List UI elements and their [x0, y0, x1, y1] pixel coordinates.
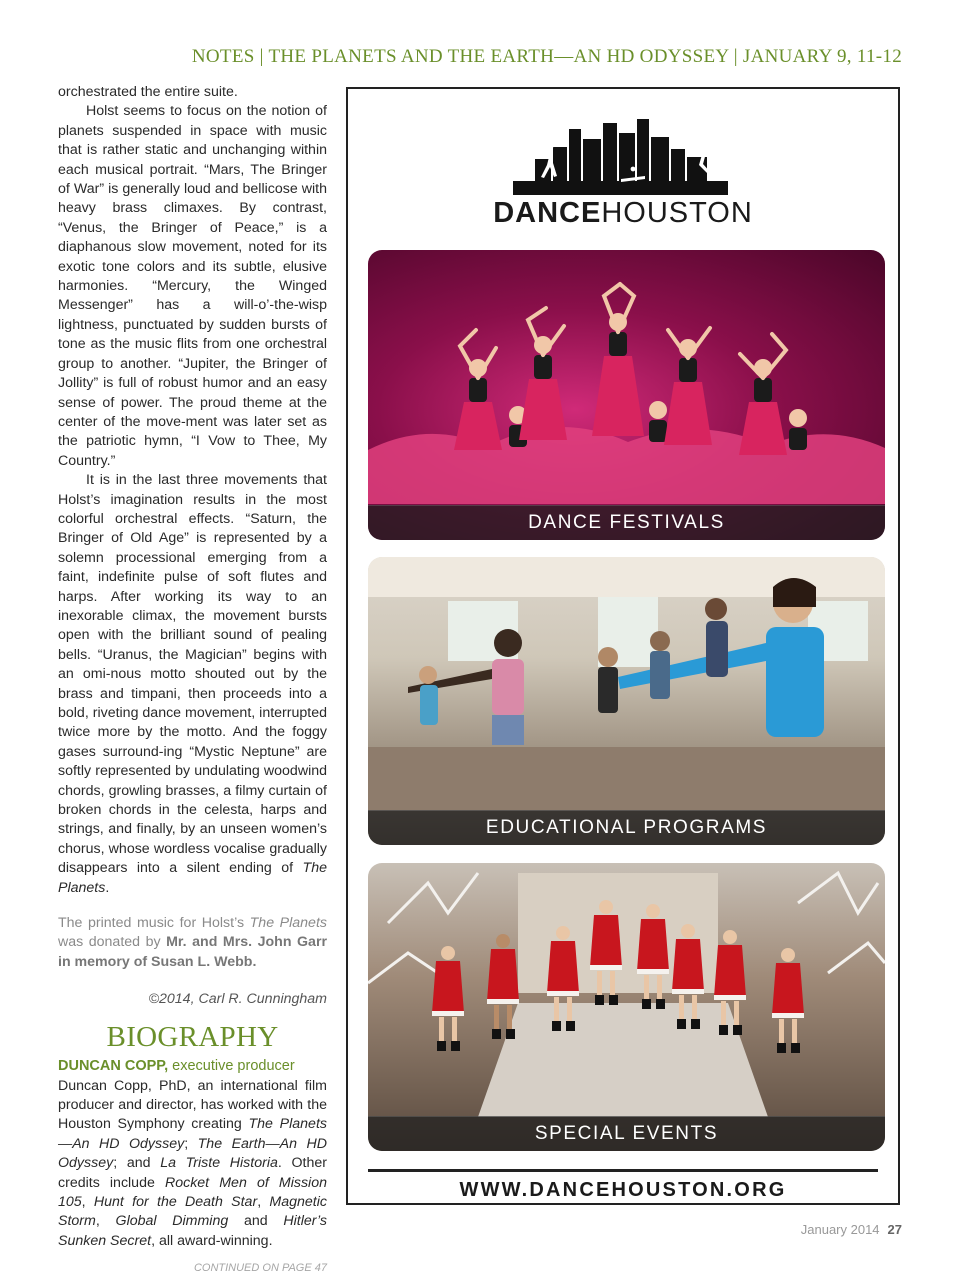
donor-credit — [58, 914, 327, 972]
panel-label: SPECIAL EVENTS — [368, 1116, 885, 1151]
copyright-line: ©2014, Carl R. Cunningham — [148, 991, 327, 1008]
article-column — [58, 83, 327, 1279]
work-title: The Planets — [58, 860, 327, 896]
page-footer — [801, 1222, 902, 1237]
bio-name: DUNCAN COPP, — [58, 1058, 169, 1075]
panel-label: EDUCATIONAL PROGRAMS — [368, 810, 885, 845]
article-text: . — [105, 879, 110, 896]
credit-text: was donated by — [58, 934, 167, 951]
bio-text: , all award-winning. — [151, 1232, 273, 1249]
bio-text: . Other credits include — [58, 1155, 327, 1191]
work-title: Hitler’s Sunken Secret — [58, 1213, 328, 1249]
bio-text: , — [81, 1193, 94, 1210]
work-title: Global Dimming — [115, 1213, 229, 1230]
bio-text: and — [228, 1213, 284, 1230]
ad-divider — [368, 1169, 878, 1172]
bio-role: executive producer — [168, 1058, 295, 1075]
credit-text: The printed music for Holst’s — [58, 915, 250, 932]
work-title: The Earth—An HD Odyssey — [58, 1135, 328, 1172]
special-events-photo — [368, 863, 885, 1151]
dance-houston-logo — [488, 119, 758, 269]
work-title: Hunt for the Death Star — [93, 1193, 258, 1210]
skyline-dancers-icon — [513, 119, 728, 195]
article-paragraph: orchestrated the entire suite. — [58, 84, 238, 100]
article-paragraph — [58, 471, 327, 898]
bio-paragraph — [58, 1077, 327, 1252]
logo-wordmark — [488, 197, 758, 230]
work-title: The Planets—An HD Odyssey — [58, 1116, 327, 1152]
logo-word-dance: DANCE — [493, 197, 602, 229]
work-title: The Planets — [249, 915, 327, 932]
running-head: NOTES | THE PLANETS AND THE EARTH—AN HD ODYSSEY | JANUARY 9, 11-12 — [191, 46, 902, 67]
dancers-illustration — [368, 250, 885, 504]
work-title: Rocket Men of Mission 105 — [58, 1174, 327, 1210]
article-paragraph: Holst seems to focus on the notion of planets suspended in space with music that is rather static and unchanging within each musical portrait. “Mars, The Bringer of War” is generally loud and bellicose with heavy brass climaxes. By contrast, “Venus, the Bringer of Peace,” is a diaphanous slow movement, noted for its exotic tone colors and its subtle, elusive harmonies. “Mercury, the Winged Messenger” has a will-o’-the-wisp lightness, punctuated by sudden bursts of tone as the music flits from one orchestral group to another. “Jupiter, the Bringer of Jollity” is full of robust humor and an easy sense of power. The proud theme at the center of the move-ment was later set as the patriotic hymn, “I Vow to Thee, My Country.” — [58, 103, 327, 469]
dance-festivals-photo — [368, 250, 885, 540]
bio-text: , — [257, 1193, 270, 1210]
page-number: 27 — [887, 1222, 902, 1237]
bio-text: ; — [184, 1135, 198, 1152]
donor-name: Mr. and Mrs. John Garr in memory of Susan L. Webb. — [58, 934, 327, 970]
work-title: Magnetic Storm — [58, 1193, 327, 1230]
issue-date: January 2014 — [800, 1222, 880, 1237]
performers-illustration — [368, 863, 885, 1117]
continued-note: CONTINUED ON PAGE 47 — [193, 1262, 327, 1275]
panel-label: DANCE FESTIVALS — [368, 505, 885, 540]
educational-programs-photo — [368, 557, 885, 845]
bio-text: ; and — [113, 1155, 161, 1172]
logo-word-houston: HOUSTON — [601, 197, 753, 229]
bio-name-line — [58, 1057, 327, 1076]
dance-houston-url[interactable]: WWW.DANCEHOUSTON.ORG — [459, 1179, 787, 1201]
article-text: It is in the last three movements that Holst’s imagination results in the most colorful orchestral effects. “Saturn, the Bringer of Old Age” is represented by a solemn processional emerging from a faint, indefinite pulse of soft flutes and harps. After working its way to an inexorable climax, the movement bursts open with the brilliant sound of pealing bells. “Uranus, the Magician” begins with an omi-nous motto shouted out by the brass and timpani, then proceeds into a bold, riveting dance movement, interrupted twice more by the motto. And the foggy gases surround-ing “Mystic Neptune” are softly represented by undulating woodwind chords, growling brasses, a filmy curtain of broken chords in the celesta, harps and strings, and finally, by an unseen women’s chorus, whose wordless vocalise gradually disappears into a silent ending of — [58, 472, 327, 877]
bio-text: Duncan Copp, PhD, an international film producer and director, has worked with the Houston Symphony creating — [58, 1077, 327, 1133]
dance-houston-advertisement — [346, 87, 900, 1205]
work-title: La Triste Historia — [160, 1155, 278, 1172]
bio-text: , — [95, 1213, 116, 1230]
dance-class-illustration — [368, 557, 885, 811]
biography-heading: BIOGRAPHY — [106, 1020, 279, 1053]
